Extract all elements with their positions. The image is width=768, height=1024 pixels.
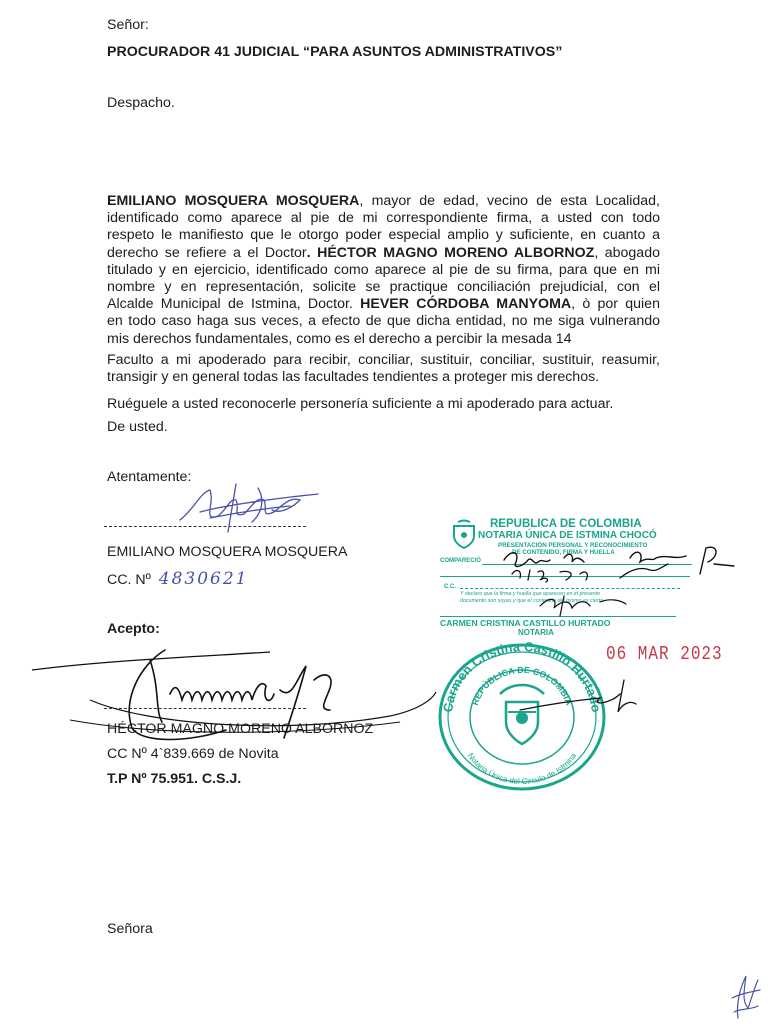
coat-of-arms-icon bbox=[450, 520, 478, 550]
grantor-cc-handwritten: 4830621 bbox=[158, 569, 249, 589]
grantor-cc-prefix: CC. Nº bbox=[107, 572, 151, 588]
margin-initials bbox=[724, 968, 764, 1022]
paragraph-line bbox=[107, 369, 660, 386]
text-segment: , abogado bbox=[594, 244, 660, 261]
stamp-notary-title: NOTARIA bbox=[518, 628, 554, 637]
recipient: PROCURADOR 41 JUDICIAL “PARA ASUNTOS ADMINISTRATIVOS” bbox=[107, 44, 563, 60]
text-segment: en todo caso haga sus veces, a efecto de que dicha entidad, no me siga vulnerando bbox=[107, 313, 660, 330]
text-segment: titulado y en ejercicio, identificado como aparece al pie de su firma, para que en mi bbox=[107, 261, 660, 278]
text-segment: identificado como aparece al pie de mi correspondiente firma, a usted con todo bbox=[107, 210, 660, 227]
attorney-signature bbox=[30, 630, 450, 770]
seal-bottom-text: Notaria Única del Circulo de Istmina bbox=[465, 751, 579, 787]
text-segment: nombre y en representación, solicite se practique conciliación prejudicial, con el bbox=[107, 279, 660, 296]
text-segment: derecho se refiere a el Doctor bbox=[107, 244, 307, 261]
stamp-line4: DE CONTENIDO, FIRMA Y HUELLA bbox=[512, 549, 615, 556]
paragraph-power-of-attorney bbox=[107, 193, 660, 348]
seal-inner-text: REPÚBLICA DE COLOMBIA bbox=[469, 664, 575, 707]
text-segment: transigir y en general todas las facultades tendientes a proteger mis derechos. bbox=[107, 369, 600, 386]
despacho: Despacho. bbox=[107, 95, 175, 111]
bold-text: EMILIANO MOSQUERA MOSQUERA bbox=[107, 193, 360, 209]
attorney-tp: T.P Nº 75.951. C.S.J. bbox=[107, 771, 242, 787]
paragraph-line bbox=[107, 262, 660, 279]
signature-label-atentamente: Atentamente: bbox=[107, 469, 192, 485]
stamp-notary-name: CARMEN CRISTINA CASTILLO HURTADO bbox=[440, 618, 611, 628]
text-segment: , ò por quien bbox=[571, 296, 660, 313]
text-segment: mis derechos fundamentales, como es el derecho a percibir la mesada 14 bbox=[107, 330, 572, 347]
stamp-cc-label: C.C. bbox=[444, 584, 456, 590]
stamp-declare-2: documento son suyas y que el contenido del mismo es cierto. bbox=[460, 598, 605, 604]
paragraph-line bbox=[107, 227, 660, 244]
stamp-date: 06 MAR 2023 bbox=[606, 643, 723, 665]
text-segment: , mayor de edad, vecino de esta Localidad, bbox=[359, 193, 661, 209]
paragraph-line bbox=[107, 193, 660, 210]
paragraph-line bbox=[107, 210, 660, 227]
paragraph-line bbox=[107, 279, 660, 296]
text-segment: Faculto a mi apoderado para recibir, conciliar, sustituir, conciliar, sustituir, reasumir, bbox=[107, 352, 660, 368]
seal-outer-text: Carmen Cristina Castillo Hurtado bbox=[440, 638, 604, 714]
stamp-declare-1: Y declaro que la firma y huella que aparecen en el presente bbox=[460, 591, 601, 597]
stamp-comparecio: COMPARECIÓ bbox=[440, 558, 481, 564]
paragraph-line bbox=[107, 313, 660, 330]
grantor-cc bbox=[107, 569, 248, 589]
paragraph-line bbox=[107, 296, 660, 313]
stamp-republic: REPUBLICA DE COLOMBIA bbox=[490, 518, 642, 530]
next-page-salutation: Señora bbox=[107, 921, 153, 937]
paragraph-line bbox=[107, 245, 660, 262]
grantor-name: EMILIANO MOSQUERA MOSQUERA bbox=[107, 544, 348, 560]
stamp-notary-office: NOTARIA ÚNICA DE ISTMINA CHOCÓ bbox=[478, 530, 657, 541]
seal-overwrite-scribble bbox=[520, 670, 640, 750]
paragraph-line bbox=[107, 331, 660, 348]
paragraph-line bbox=[107, 352, 660, 369]
stamp-handwriting bbox=[480, 540, 740, 620]
bold-text: . HÉCTOR MAGNO MORENO ALBORNOZ bbox=[306, 244, 595, 261]
bold-text: HEVER CÓRDOBA MANYOMA bbox=[360, 296, 572, 313]
stamp-line3: PRESENTACIÓN PERSONAL Y RECONOCIMIENTO bbox=[498, 542, 648, 549]
paragraph-faculties bbox=[107, 352, 660, 386]
attorney-name: HÉCTOR MAGNO MORENO ALBORNOZ bbox=[107, 721, 374, 737]
paragraph-request: Ruéguele a usted reconocerle personería suficiente a mi apoderado para actuar. bbox=[107, 396, 614, 412]
text-segment: respeto le manifiesto que le otorgo poder especial amplio y suficiente, en cuanto a bbox=[107, 227, 660, 244]
signature-label-acepto: Acepto: bbox=[107, 621, 160, 637]
salutation: Señor: bbox=[107, 17, 149, 33]
text-segment: Alcalde Municipal de Istmina, Doctor. bbox=[107, 296, 361, 313]
grantor-signature bbox=[140, 478, 330, 538]
closing: De usted. bbox=[107, 419, 168, 435]
attorney-cc: CC Nº 4`839.669 de Novita bbox=[107, 746, 279, 762]
